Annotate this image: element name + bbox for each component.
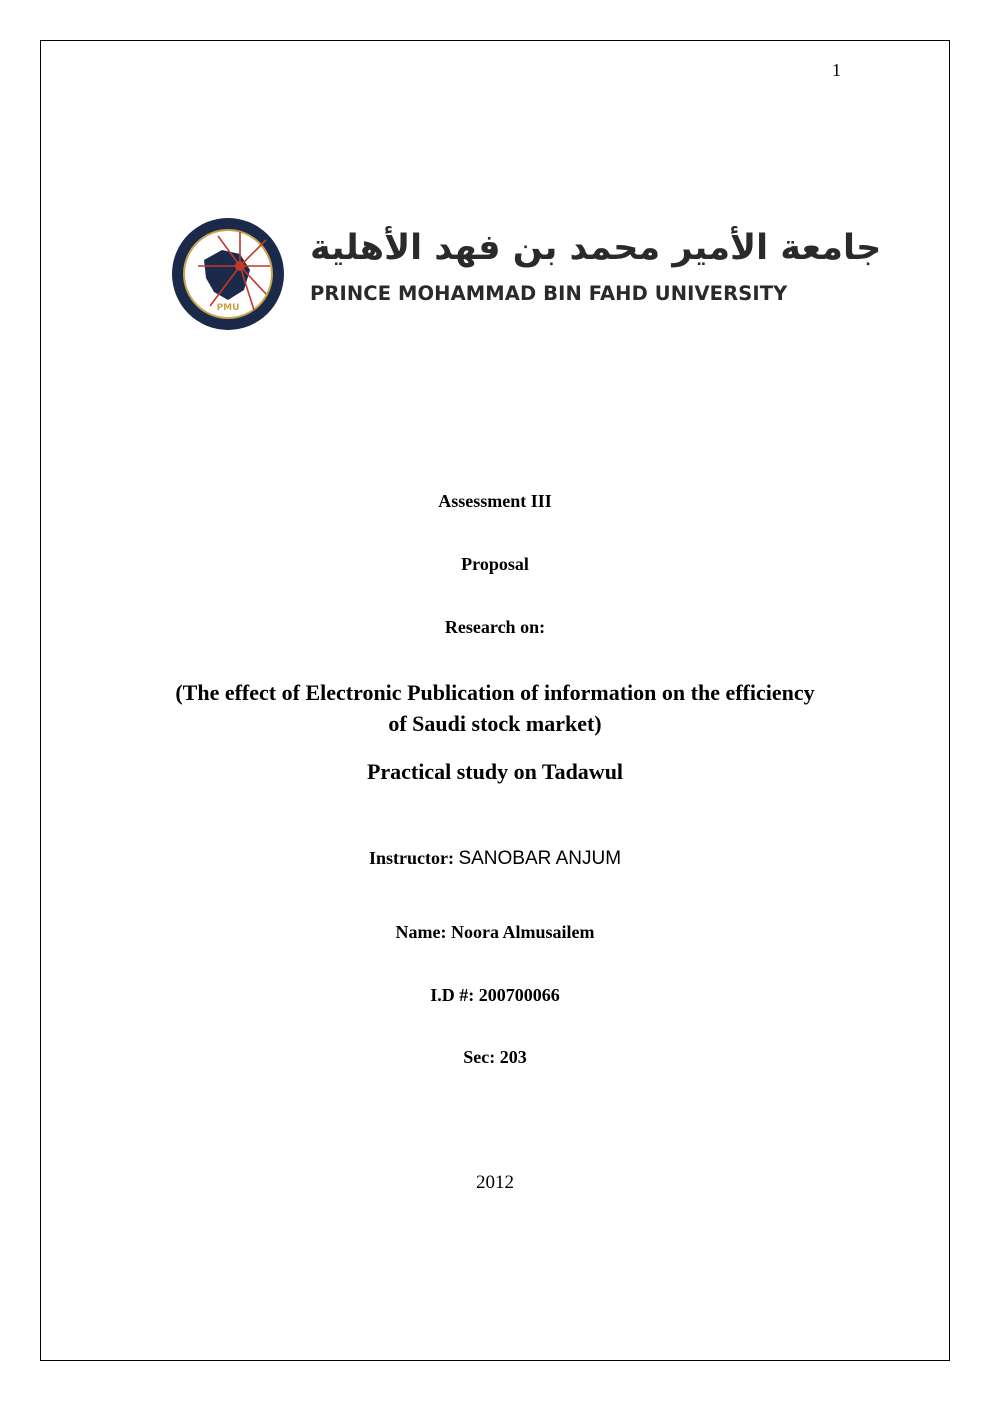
university-name-arabic: جامعة الأمير محمد بن فهد الأهلية: [310, 228, 882, 268]
section-number: Sec: 203: [463, 1047, 527, 1067]
research-title-line-1: (The effect of Electronic Publication of information on the efficiency: [175, 680, 815, 705]
instructor-line: [40, 848, 950, 870]
student-name: Name: Noora Almusailem: [395, 922, 595, 942]
student-id: I.D #: 200700066: [430, 985, 560, 1005]
year: 2012: [476, 1172, 514, 1193]
assessment-heading: Assessment III: [438, 491, 552, 511]
instructor-name: SANOBAR ANJUM: [458, 848, 622, 869]
svg-text:PMU: PMU: [216, 303, 240, 313]
university-logo: [170, 210, 882, 340]
research-title-line-2: of Saudi stock market): [388, 711, 602, 736]
university-name-english: PRINCE MOHAMMAD BIN FAHD UNIVERSITY: [310, 282, 788, 305]
research-label: Research on:: [444, 617, 546, 637]
university-seal-icon: [170, 210, 290, 340]
research-subtitle: Practical study on Tadawul: [366, 759, 624, 784]
document-type: Proposal: [461, 554, 529, 574]
research-title: [40, 677, 950, 739]
page-number: 1: [832, 60, 841, 80]
instructor-label: Instructor:: [368, 848, 454, 868]
